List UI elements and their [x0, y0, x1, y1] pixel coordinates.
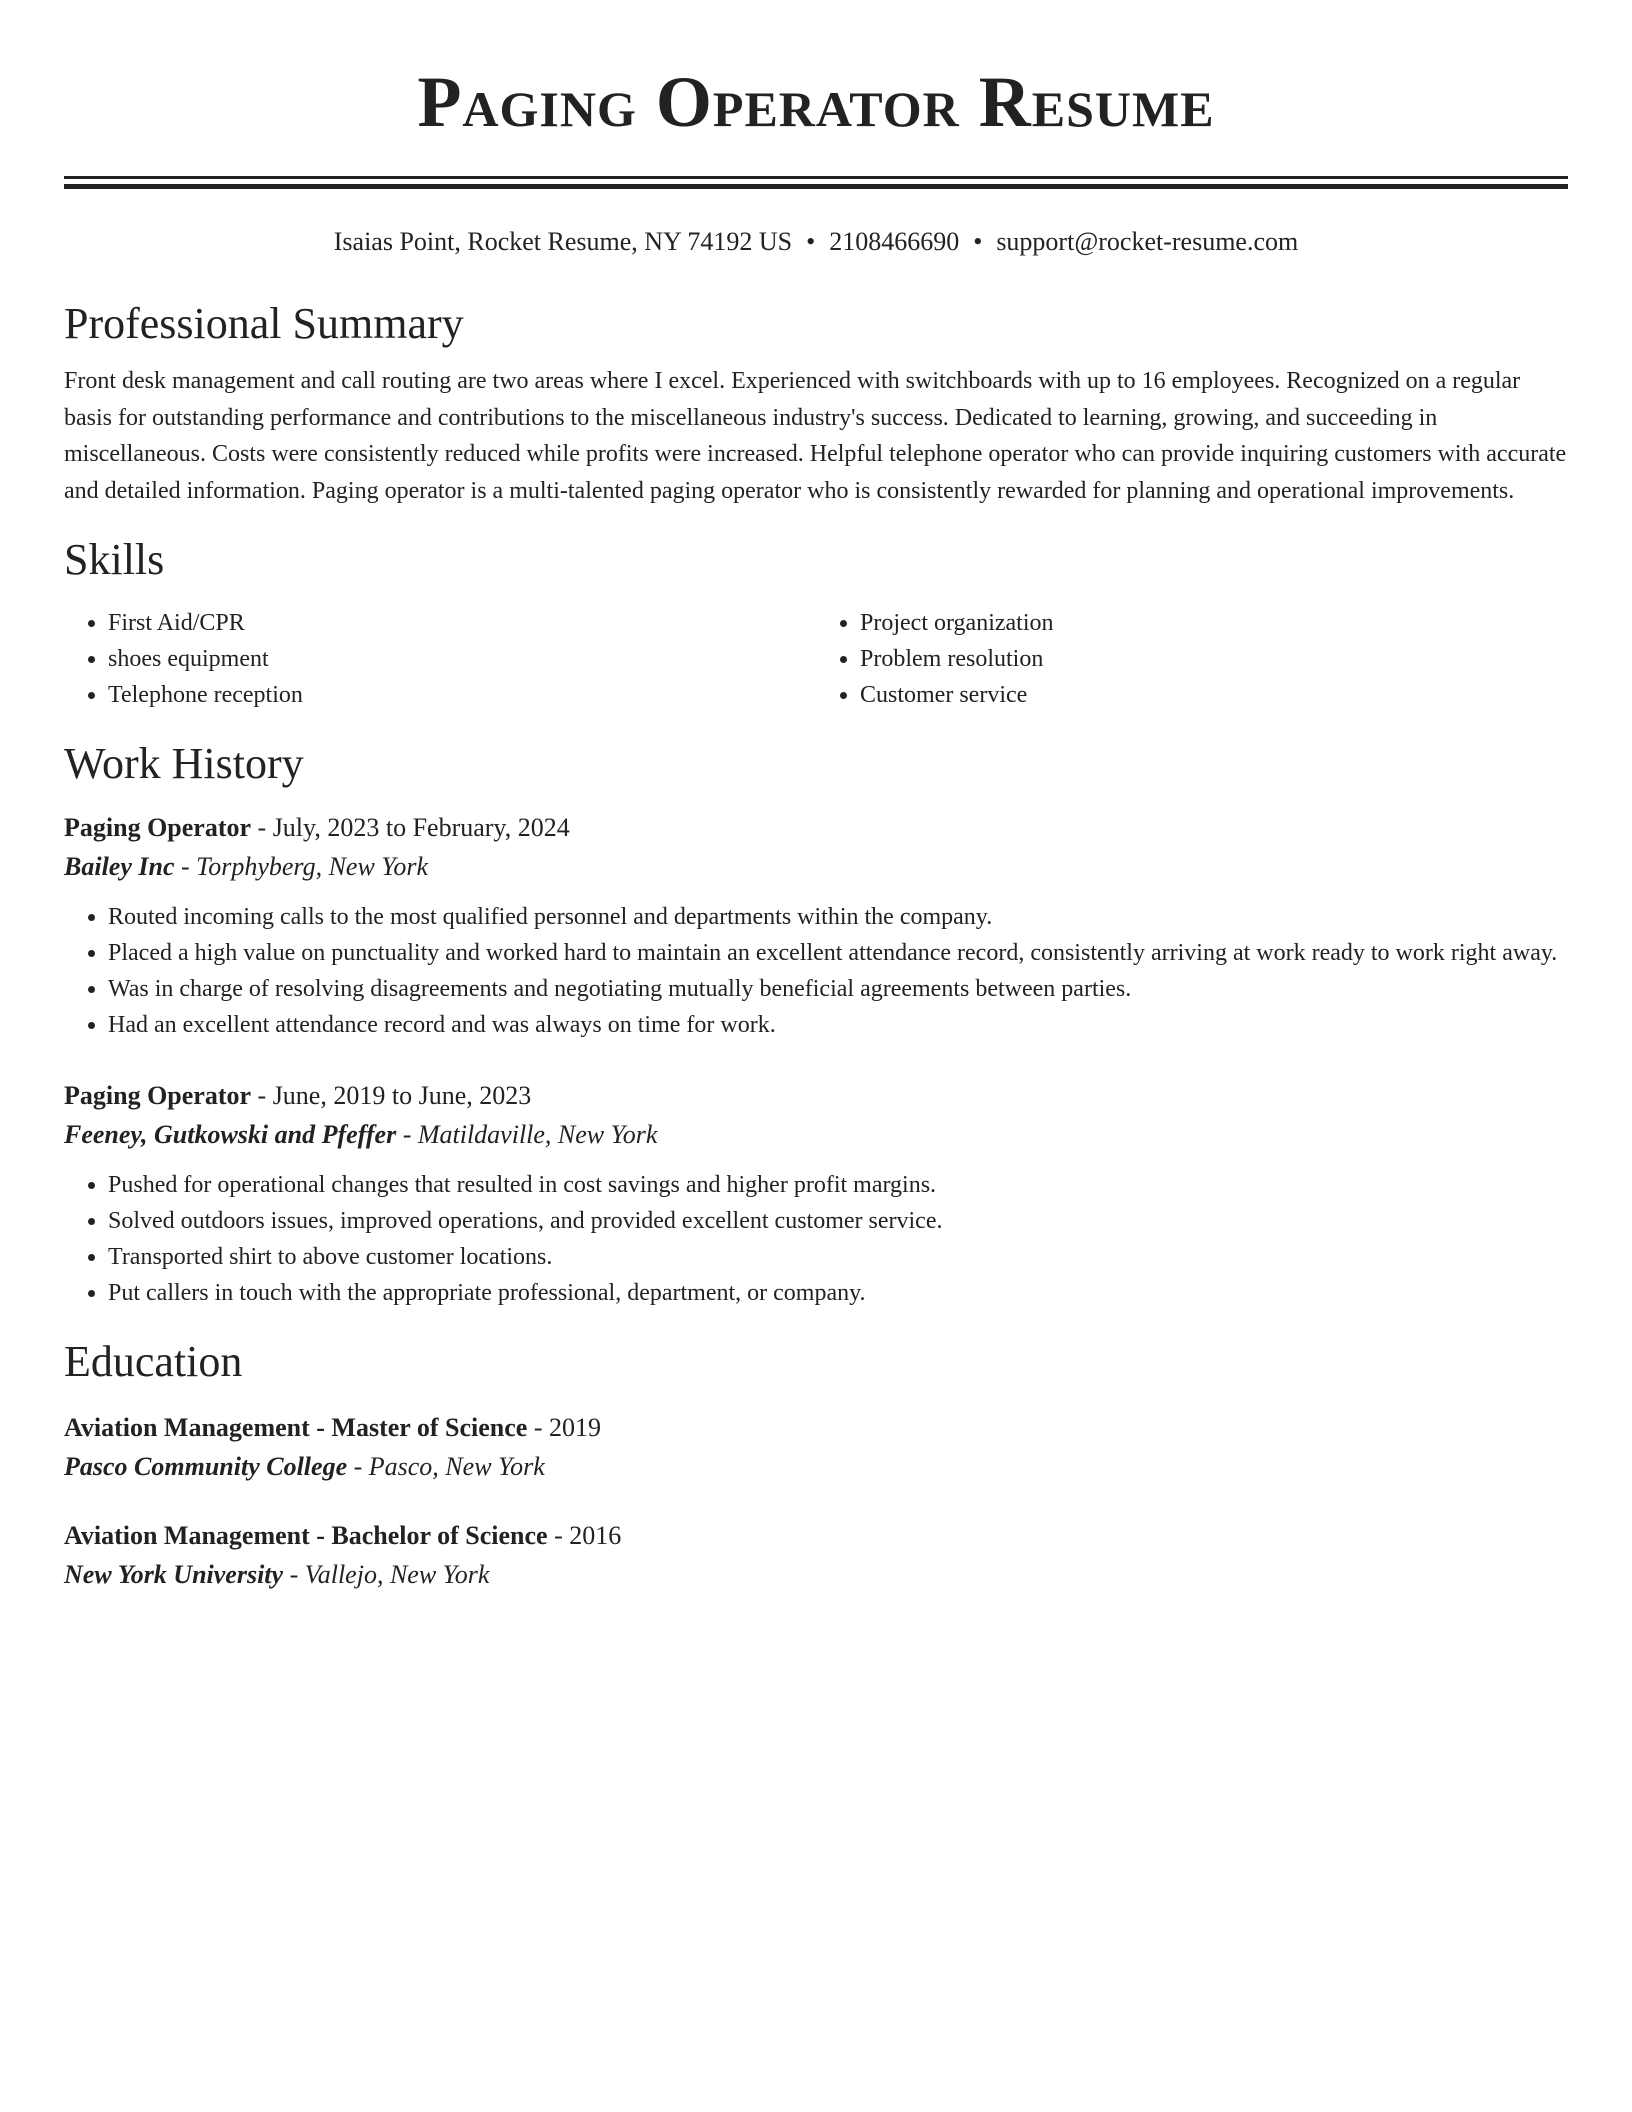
- skill-item: • Customer service: [860, 677, 1568, 713]
- job-title-line: [64, 809, 1568, 847]
- skills-heading: Skills: [64, 535, 165, 584]
- skill-item: • Telephone reception: [108, 677, 816, 713]
- job-bullet: • Was in charge of resolving disagreements and negotiating mutually beneficial agreements between parties.: [108, 971, 1568, 1007]
- education-degree-line: [64, 1409, 1568, 1447]
- skills-left-column: [64, 605, 816, 713]
- job-bullet: • Pushed for operational changes that resulted in cost savings and higher profit margins.: [108, 1167, 1568, 1203]
- education-section: [64, 1335, 1568, 1595]
- education-school-line: [64, 1555, 1568, 1595]
- job-company: Feeney, Gutkowski and Pfeffer: [64, 1120, 397, 1149]
- contact-address: Isaias Point, Rocket Resume, NY 74192 US: [333, 227, 793, 256]
- skills-columns: [64, 605, 1568, 713]
- skill-item: • First Aid/CPR: [108, 605, 816, 641]
- work-history-heading: Work History: [64, 739, 304, 788]
- contact-line: [64, 225, 1568, 259]
- title-divider: [64, 176, 1568, 189]
- job-bullets: [64, 899, 1568, 1043]
- education-year: - 2016: [554, 1521, 622, 1550]
- contact-separator: •: [973, 227, 983, 256]
- education-year: - 2019: [533, 1413, 601, 1442]
- skill-item: • shoes equipment: [108, 641, 816, 677]
- resume-title: Paging Operator Resume: [417, 62, 1215, 142]
- job-bullets: [64, 1167, 1568, 1311]
- education-degree: Aviation Management - Master of Science: [64, 1413, 528, 1442]
- work-history-section: [64, 737, 1568, 1311]
- contact-email: support@rocket-resume.com: [996, 227, 1299, 256]
- skill-item: • Problem resolution: [860, 641, 1568, 677]
- contact-separator: •: [806, 227, 816, 256]
- education-school-line: [64, 1447, 1568, 1487]
- job-title-line: [64, 1077, 1568, 1115]
- job-bullet: • Routed incoming calls to the most qualified personnel and departments within the company.: [108, 899, 1568, 935]
- skills-right-column: [816, 605, 1568, 713]
- summary-text: Front desk management and call routing are two areas where I excel. Experienced with switchboards with up to 16 employees. Recognized on a regular basis for outstanding performance and contributions to the miscellaneous industry's success. Dedicated to learning, growing, and succeeding in miscellaneous. Costs were consistently reduced while profits were increased. Helpful telephone operator who can provide inquiring customers with accurate and detailed information. Paging operator is a multi-talented paging operator who is consistently rewarded for planning and operational improvements.: [64, 368, 1567, 504]
- job-bullet: • Transported shirt to above customer locations.: [108, 1239, 1568, 1275]
- job-company-line: [64, 1115, 1568, 1155]
- job-company: Bailey Inc: [64, 852, 175, 881]
- job-bullet: • Put callers in touch with the appropriate professional, department, or company.: [108, 1275, 1568, 1311]
- job-company-line: [64, 847, 1568, 887]
- education-entry: [64, 1517, 1568, 1595]
- summary-heading: Professional Summary: [64, 299, 464, 348]
- education-degree: Aviation Management - Bachelor of Science: [64, 1521, 548, 1550]
- job-bullet: • Had an excellent attendance record and was always on time for work.: [108, 1007, 1568, 1043]
- education-school: New York University: [64, 1560, 284, 1589]
- job-dates: - June, 2019 to June, 2023: [257, 1081, 532, 1110]
- skills-section: [64, 533, 1568, 713]
- education-heading: Education: [64, 1337, 243, 1386]
- education-location: - Vallejo, New York: [289, 1560, 490, 1589]
- job-entry: [64, 809, 1568, 1043]
- job-location: - Torphyberg, New York: [181, 852, 429, 881]
- job-bullet: • Solved outdoors issues, improved operations, and provided excellent customer service.: [108, 1203, 1568, 1239]
- education-entry: [64, 1409, 1568, 1487]
- job-title: Paging Operator: [64, 813, 252, 842]
- job-location: - Matildaville, New York: [402, 1120, 658, 1149]
- job-entry: [64, 1077, 1568, 1311]
- summary-section: [64, 297, 1568, 509]
- skill-item: • Project organization: [860, 605, 1568, 641]
- education-degree-line: [64, 1517, 1568, 1555]
- education-school: Pasco Community College: [64, 1452, 348, 1481]
- contact-phone: 2108466690: [829, 227, 960, 256]
- job-bullet: • Placed a high value on punctuality and worked hard to maintain an excellent attendance record, consistently arriving at work ready to work right away.: [108, 935, 1568, 971]
- job-title: Paging Operator: [64, 1081, 252, 1110]
- education-location: - Pasco, New York: [353, 1452, 545, 1481]
- job-dates: - July, 2023 to February, 2024: [257, 813, 570, 842]
